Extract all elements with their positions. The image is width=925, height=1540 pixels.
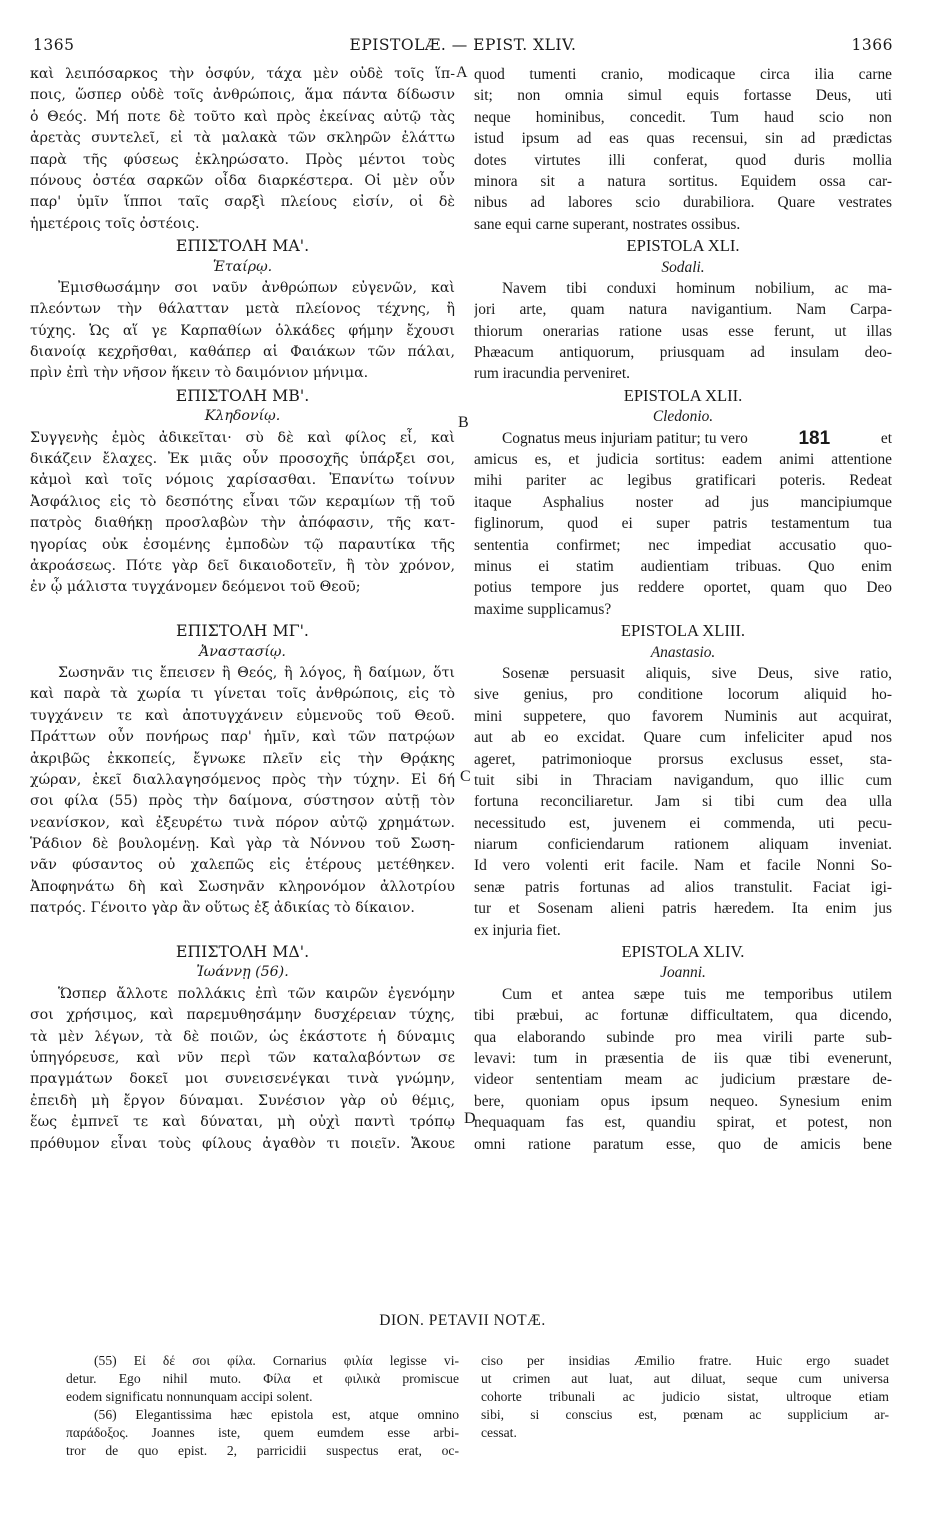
greek-column xyxy=(30,64,455,1155)
greek-line: τὰ μὲν λέγων, τὰ δὲ ποιῶν, ὡς ἑκάστοτε ἡ δύναμις xyxy=(30,1028,455,1045)
greek-line: Ἐμισθωσάμην σοι ναῦν ἀνθρώπων εὐγενῶν, καὶ xyxy=(58,279,455,296)
greek-line: Ἀποφηνάτω δὴ καὶ Σωσηνᾶν κληρονόμον ἀλλοτρίου xyxy=(30,878,455,895)
greek-line: ὑπηγόρευσε, καὶ νῦν περὶ τῶν καταλαβόντων σε xyxy=(30,1049,455,1066)
greek-letter-addressee: Ἰωάννῃ (56). xyxy=(196,964,289,981)
greek-line: Συγγενὴς ἐμὸς ἀδικεῖται· σὺ δὲ καὶ φίλος εἶ, καὶ xyxy=(30,429,455,446)
greek-letter-addressee: Ἑταίρῳ. xyxy=(212,258,273,275)
latin-letter-addressee: Cledonio. xyxy=(652,408,714,426)
note-line: tror de quo epist. 2, parricidii suspectus erat, oc- xyxy=(66,1443,459,1458)
note-line: eodem significatu nonnunquam accipi solent. xyxy=(66,1389,313,1404)
latin-letter-addressee: Sodali. xyxy=(661,258,705,276)
greek-line: τύχης. Ὡς αἵ γε Καρπαθίων ὁλκάδες φήμην ἔχουσι xyxy=(30,322,455,339)
latin-line: minora sit a natura sortitus. Equidem ossa car- xyxy=(474,172,892,190)
greek-line: πατρός. Γένοιτο γὰρ ἂν οὕτως ἐξ ἀδικίας τὸ δίκαιον. xyxy=(30,900,415,917)
latin-line: minus ei statim audientiam tribuas. Quo enim xyxy=(474,557,892,575)
latin-line: Navem tibi conduxi hominum nobilium, ac ma- xyxy=(502,279,892,297)
greek-line: πόνους ὀστέα σαρκῶν οἶδα διαρκέστερα. Οἱ μὲν οὖν xyxy=(30,172,455,189)
latin-line: jori arte, quam natura navigantium. Nam Carpa- xyxy=(474,301,892,319)
greek-line: ηγορίας οὐκ ἐσομένης ἐμποδὼν τῷ παραυτίκα τῆς xyxy=(30,536,455,553)
latin-line: aut ab eo excidat. Quare cum infeliciter apud nos xyxy=(474,729,892,747)
greek-line: κἀμοὶ καὶ τοῖς νόμοις χαρίσασθαι. Ἐπανίτω τοίνυν xyxy=(30,472,455,489)
greek-line: Σωσηνᾶν τις ἔπεισεν ἢ Θεός, ἢ λόγος, ἢ δαίμων, ὅτι xyxy=(58,664,455,681)
latin-line: niarum conficiendarum rationem aliquam inveniat. xyxy=(474,836,892,854)
note-line: sibi, si conscius est, pœnam ac supplicium ar- xyxy=(481,1407,889,1422)
greek-line: ἐπειδὴ μὴ ἔργον δύναμαι. Συνέσιον γὰρ οὐ θέμις, xyxy=(30,1092,455,1109)
margin-marker-a: A xyxy=(456,64,468,81)
latin-line: amicus es, et judicia sortitus: eadem animi attentione xyxy=(474,451,892,469)
latin-line: potius tempore jus reddere oportet, quam quo Deo xyxy=(474,579,892,597)
greek-letter-title: ΕΠΙΣΤΟΛΗ ΜΑ'. xyxy=(175,236,310,256)
latin-line-text: et xyxy=(880,429,892,447)
latin-line: sit; non omnia simul equis fortasse Deus, uti xyxy=(474,87,892,105)
latin-line: fortuna reconciliaretur. Jam si tibi cum dea ulla xyxy=(474,793,892,811)
greek-line: ἐν ᾧ μάλιστα τυγχάνομεν δεόμενοι τοῦ Θεοῦ; xyxy=(30,579,361,596)
running-title: EPISTOLÆ. — EPIST. XLIV. xyxy=(349,36,577,54)
latin-letter-addressee: Joanni. xyxy=(660,964,706,982)
notes-right-column xyxy=(481,1352,889,1442)
greek-letter-title: ΕΠΙΣΤΟΛΗ ΜΔ'. xyxy=(175,942,310,962)
greek-line: ἕως ἐμπνεῖ τε καὶ δύναται, μὴ οὐχὶ παντὶ τρόπῳ xyxy=(30,1114,455,1131)
greek-line: ἀκριβῶς ἐκκοπείς, ἔγνωκε πλεῖν εἰς τὴν Θρᾴκης xyxy=(30,750,455,767)
greek-line: παρὰ τῆς φύσεως ἐκληρώσατο. Πρὸς μέντοι τοὺς xyxy=(30,151,455,168)
margin-marker-d: D xyxy=(464,1110,476,1127)
greek-line: ὁ Θεός. Μή ποτε δὲ τοῦτο καὶ πρὸς ἐκείνας αὐτῷ τὰς xyxy=(30,108,455,125)
greek-line: Πράττων οὖν πονήρως παρ' ἡμῖν, καὶ τῶν πατρῴων xyxy=(30,729,455,746)
latin-line-text: Cognatus meus injuriam patitur; tu vero xyxy=(502,429,748,447)
note-line: ciso per insidias Æmilio fratre. Huic ergo suadet xyxy=(481,1353,889,1368)
latin-line: ageret, patrimonioque prorsus exclusus esset, sta- xyxy=(474,750,892,768)
latin-line: omni ratione paratum esse, quo de amicis bene xyxy=(474,1135,892,1153)
latin-line: istud ipsum ad eas quas recensui, sin ad prædictas xyxy=(474,130,892,148)
latin-letter-title: EPISTOLA XLIII. xyxy=(620,621,746,641)
latin-line: Phæacum antiquorum, priusquam ad insulam deo- xyxy=(474,344,892,362)
greek-line: Ῥάδιον δὲ βουλομένῃ. Καὶ γὰρ τὰ Νόννου τοῦ Σωση- xyxy=(30,836,455,853)
latin-line: quod tumenti cranio, modicaque circa ilia carne xyxy=(474,66,892,83)
note-line: (55) Εἰ δέ σοι φίλα. Cornarius φιλία legisse vi- xyxy=(94,1353,459,1368)
latin-line: Sosenæ persuasit aliquis, sive Deus, sive ratio, xyxy=(502,664,892,682)
latin-line: neque hominibus, concedit. Tum haud scio non xyxy=(474,108,892,126)
latin-line: mini suppetere, quo favorem Numinis aut acquirat, xyxy=(474,707,892,725)
latin-line: tibi præbui, ac fortunæ difficultatem, qua dicendo, xyxy=(474,1007,892,1025)
latin-line: sive genius, pro conditione locorum aliquid ho- xyxy=(474,686,892,704)
latin-letter-title: EPISTOLA XLII. xyxy=(623,385,743,405)
greek-line: Ὥσπερ ἄλλοτε πολλάκις ἐπὶ τῶν καιρῶν ἐγενόμην xyxy=(58,985,455,1002)
latin-letter-title: EPISTOLA XLIV. xyxy=(621,942,745,962)
greek-line: ποις, ὥσπερ οὐδὲ τοῖς ἀνθρώποις, ἅμα πάντα δίδωσιν xyxy=(30,87,455,104)
greek-letter-title: ΕΠΙΣΤΟΛΗ ΜΓ'. xyxy=(176,621,309,641)
greek-line: πλεόντων τὴν θάλατταν μετὰ πλείονος τέχνης, ἢ xyxy=(30,301,455,318)
latin-letter-addressee: Anastasio. xyxy=(650,643,716,661)
margin-marker-b: B xyxy=(458,414,469,431)
latin-line: senæ patris fortunas ad alios transtulit. Faciat igi- xyxy=(474,878,892,896)
greek-line: σοι χρήσιμος, καὶ παρεμυθησάμην δυσχέρειαν τύχης, xyxy=(30,1007,455,1024)
note-line: cohorte tribunali ac judicio sistat, ultroque etiam xyxy=(481,1389,889,1404)
greek-line: καὶ λειπόσαρκος τὴν ὀσφύν, τάχα μὲν οὐδὲ τοῖς ἵπ- xyxy=(30,66,455,82)
greek-line: τυγχάνειν τε καὶ ἀποτυγχάνειν εὐμενοῦς τοῦ Θεοῦ. xyxy=(30,707,455,724)
greek-line: πρὶν ἐπὶ τὴν νῆσον ἥκειν τὸ δαιμόνιον μήνιμα. xyxy=(30,365,369,382)
latin-line: itaque Asphalius noster ad jus mancipiumque xyxy=(474,493,892,511)
greek-line: νεανίσκον, καὶ ἐξευρέτω τινὰ πόρον αὐτῷ χρημάτων. xyxy=(30,814,455,831)
latin-line: bere, quoniam opus ipsum nequeo. Synesium enim xyxy=(474,1092,892,1110)
latin-line: thiorum onerarias ratione usas esse ferunt, ut illas xyxy=(474,322,892,340)
latin-line: nequaquam fas est, quandiu spirat, et potest, non xyxy=(474,1114,892,1132)
latin-line: dotes virtutes illi conferat, quod duris mollia xyxy=(474,151,892,169)
latin-line: necessitudo est, juvenem ei commenda, uti pecu- xyxy=(474,814,892,832)
page-number-right: 1366 xyxy=(851,36,893,54)
page-header xyxy=(33,36,893,58)
note-line: παράδοξος. Joannes iste, quem eumdem esse arbi- xyxy=(66,1425,459,1440)
greek-line: νᾶν φύσαντος οὐ χαλεπῶς εἰς ἑτέρους μετέθηκεν. xyxy=(30,857,455,874)
latin-line: qua elaborando subinde pro mea virili parte sub- xyxy=(474,1028,892,1046)
column-number: 181 xyxy=(798,427,831,449)
latin-line: tuit sibi in Thraciam navigandum, quo illic cum xyxy=(474,771,892,789)
note-line: detur. Ego nihil muto. Φίλα et φιλικὰ promiscue xyxy=(66,1371,459,1386)
greek-letter-addressee: Ἀναστασίῳ. xyxy=(199,643,286,660)
latin-line: Cum et antea sæpe tuis me temporibus utilem xyxy=(502,985,892,1003)
greek-line: ἡμετέροις τοῖς ὀστέοις. xyxy=(30,215,200,232)
greek-line: παρ' ὑμῖν ἵπποι ταῖς σαρξὶ πλείους εἰσίν, οἱ δὲ xyxy=(30,194,455,211)
greek-line: πατρὸς διαθήκῃ προσλαβὼν τὴν ἀπόφασιν, τῆς κατ- xyxy=(30,515,455,532)
latin-line: sententia confirmet; nec impediat accusatio quo- xyxy=(474,536,892,554)
latin-line: figlinorum, quod ei super patris testamentum tua xyxy=(474,515,892,533)
greek-line: πραγμάτων δοκεῖ μοι συνεισενέγκαι τινὰ γνώμην, xyxy=(30,1071,455,1088)
latin-letter-title: EPISTOLA XLI. xyxy=(626,236,740,256)
note-line: cessat. xyxy=(481,1425,517,1440)
greek-line: δικάζειν ἔλαχες. Ἐκ μιᾶς οὖν προσοχῆς ὑπάρξει σοι, xyxy=(30,451,455,468)
latin-line: tur et Sosenam alieni patris hæredem. Ita enim jus xyxy=(474,900,892,918)
margin-marker-c: C xyxy=(460,768,471,785)
latin-line: nibus ad labores scio durabiliora. Quare vestrates xyxy=(474,194,892,212)
greek-line: ἀρετὰς συντελεῖ, εἰ τὰ μαλακὰ τῶν σκληρῶν ἐλάττω xyxy=(30,130,455,147)
notes-left-column xyxy=(66,1352,459,1460)
latin-line: mihi pariter ac legibus gratificari poteris. Redeat xyxy=(474,472,892,490)
notes-title: DION. PETAVII NOTÆ. xyxy=(379,1312,546,1329)
note-line: (56) Elegantissima hæc epistola est, atque omnino xyxy=(94,1407,459,1422)
greek-line: Ἀσφάλιος εἰς τὸ δεσπότης εἶναι τῶν κεραμίων τῇ τοῦ xyxy=(30,493,455,510)
greek-letter-addressee: Κληδονίῳ. xyxy=(204,408,281,425)
note-line: ut crimen aut luat, aut diluat, seque cum universa xyxy=(481,1371,889,1386)
latin-column xyxy=(474,64,892,1155)
greek-line: πρόθυμον εἶναι τοὺς φίλους ἀγαθὸν τι ποιεῖν. Ἄκουε xyxy=(30,1135,455,1152)
greek-line: ἀκροάσεως. Πότε γὰρ δεῖ δικαιοδοτεῖν, ἢ τὸν χρόνον, xyxy=(30,557,455,574)
page-number-left: 1365 xyxy=(33,36,75,54)
latin-line: sane equi carne superant, nostrates ossibus. xyxy=(474,215,741,233)
greek-line: σοι φίλα (55) πρὸς τὴν δαίμονα, σύστησον αὐτῇ τὸν xyxy=(30,793,455,810)
greek-line: καὶ παρὰ τὰ χωρία τι γίνεται τοῖς ἀνθρώποις, εἰς τὸ xyxy=(30,686,455,703)
greek-line: διανοίᾳ κεχρῆσθαι, καθάπερ αἱ Φαιάκων τῶν πάλαι, xyxy=(30,344,455,361)
latin-line: ex injuria fiet. xyxy=(474,921,561,939)
latin-line: rum iracundia perveniret. xyxy=(474,365,630,383)
latin-line: maxime supplicamus? xyxy=(474,600,612,618)
latin-line: videor sententiam meam ac judicium præstare de- xyxy=(474,1071,892,1089)
greek-letter-title: ΕΠΙΣΤΟΛΗ ΜΒ'. xyxy=(175,385,310,405)
greek-line: χώραν, ἐκεῖ διαλλαγησόμενος πρὸς τὴν τύχην. Εἰ δή xyxy=(30,771,455,788)
latin-line xyxy=(474,428,892,449)
latin-line: Id vero volenti erit facile. Nam et facile Nonni So- xyxy=(474,857,892,875)
latin-line: levavi: tum in præsentia de iis quæ tibi evenerunt, xyxy=(474,1049,892,1067)
